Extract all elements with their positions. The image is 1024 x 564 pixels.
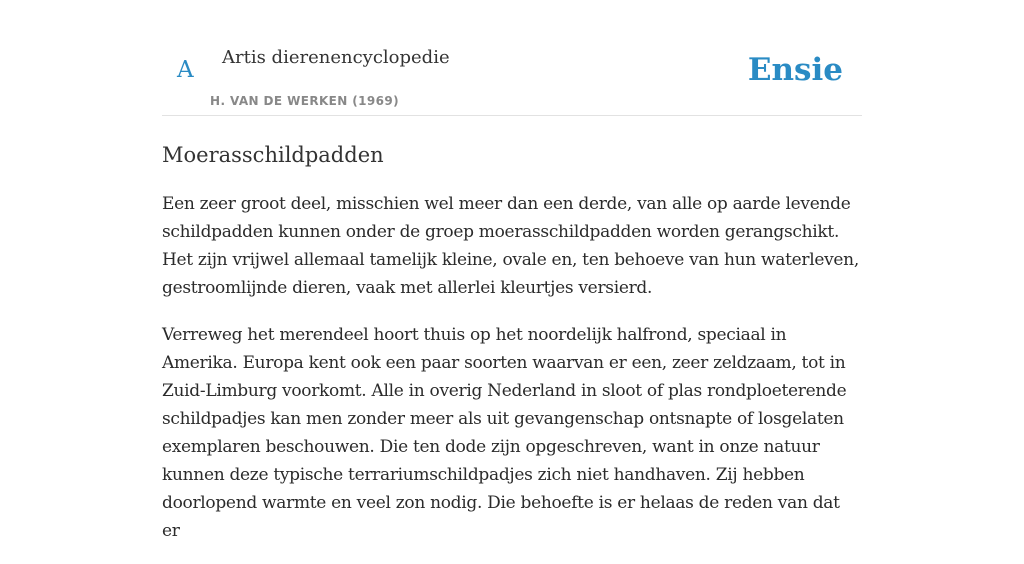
book-logo-letter[interactable]: A	[177, 57, 194, 83]
entry-paragraph-2: Verreweg het merendeel hoort thuis op het noordelijk halfrond, speciaal in Amerika. Europa kent ook een paar soorten waarvan er een, zeer zeldzaam, tot in Zuid-Limburg voorkomt. Alle in overig Nederland in sloot of plas rondploeterende schildpadjes kan men zonder meer als uit gevangenschap ontsnapte of losgelaten exemplaren beschouwen. Die ten dode zijn opgeschreven, want in onze natuur kunnen deze typische terrariumschildpadjes zich niet handhaven. Zij hebben doorlopend warmte en veel zon nodig. Die behoefte is er helaas de reden van dat er	[162, 325, 847, 541]
header	[162, 0, 862, 116]
entry-paragraph-1: Een zeer groot deel, misschien wel meer dan een derde, van alle op aarde levende schildpadden kunnen onder de groep moerasschildpadden worden gerangschikt. Het zijn vrijwel allemaal tamelijk kleine, ovale en, ten behoeve van hun waterleven, gestroomlijnde dieren, vaak met allerlei kleurtjes versierd.	[162, 194, 859, 298]
ensie-logo-link[interactable]: Ensie	[747, 52, 843, 88]
entry-title: Moerasschildpadden	[162, 143, 384, 167]
entry-content	[162, 139, 862, 564]
book-author: H. VAN DE WERKEN (1969)	[210, 94, 400, 108]
book-title-link[interactable]: Artis dierenencyclopedie	[222, 47, 450, 68]
